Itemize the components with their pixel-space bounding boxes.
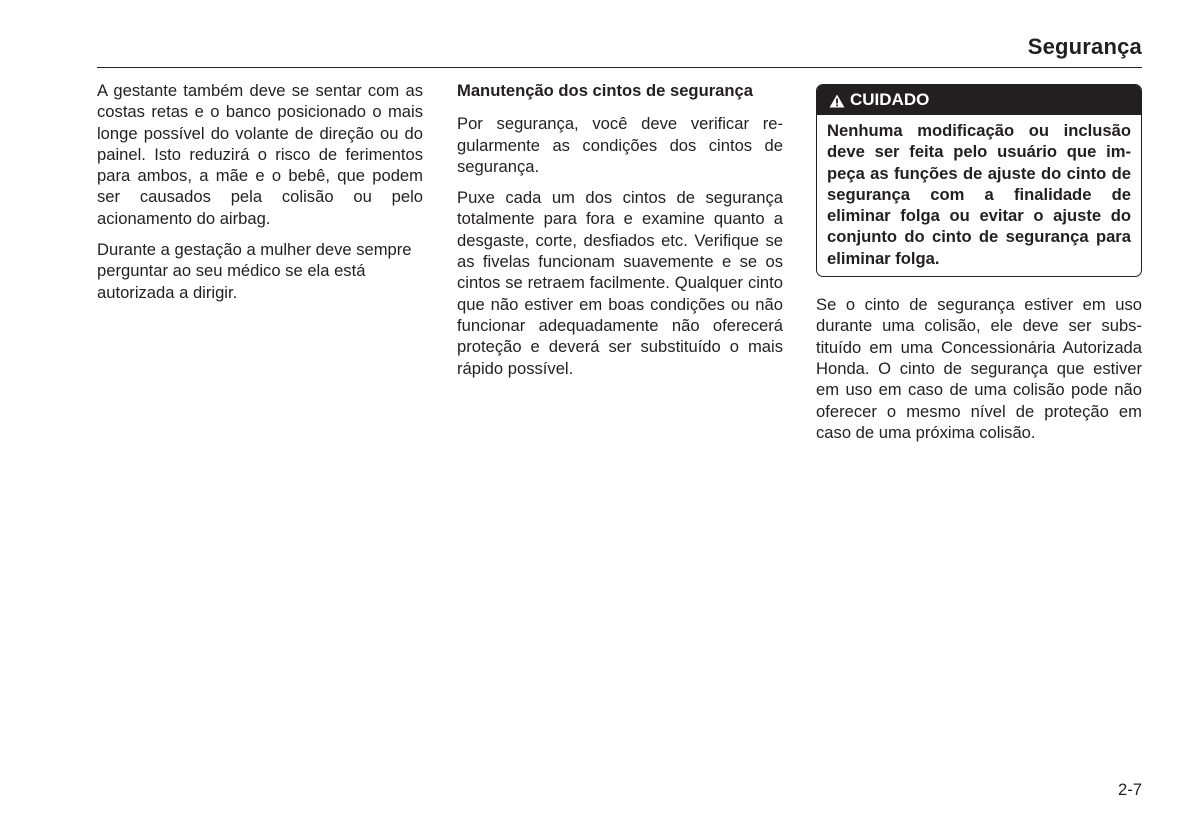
column-1 — [97, 80, 423, 313]
caution-text: Nenhuma modificação ou inclusão deve ser feita pelo usuário que impeça as funções de ajuste do cinto de segurança com a finalidade de eliminar folga ou evitar o ajuste do conjunto do cinto de segurança para eliminar folga. — [827, 121, 1131, 268]
section-title: Segurança — [1027, 34, 1142, 59]
warning-triangle-icon — [829, 93, 845, 107]
heading-belt-maintenance: Manutenção dos cintos de segurança — [457, 81, 753, 100]
header-rule — [97, 67, 1142, 68]
paragraph-check-belts: Por segurança, você deve verificar regularmente as condições dos cintos de segurança. — [457, 114, 783, 176]
column-3 — [816, 80, 1142, 453]
page-number: 2-7 — [1118, 780, 1142, 799]
paragraph-replace-after-collision: Se o cinto de segurança estiver em uso durante uma colisão, ele deve ser substituído em uma Concessionária Autorizada Honda. O cinto de segurança que estiver em uso em caso de uma colisão pode não oferecer o mesmo nível de proteção em caso de uma próxima colisão. — [816, 295, 1142, 442]
paragraph-doctor-advice: Durante a gestação a mulher deve sempre perguntar ao seu médico se ela está autorizada a dirigir. — [97, 240, 412, 302]
paragraph-pregnant-seating: A gestante também deve se sentar com as costas retas e o banco posicionado o mais longe possível do volante de direção ou do painel. Isto reduzirá o risco de ferimentos para ambos, a mãe e o bebê, que podem ser causados pela colisão ou pelo acionamento do airbag. — [97, 81, 423, 228]
paragraph-inspect-belts: Puxe cada um dos cintos de segurança totalmente para fora e examine quanto a desgaste, corte, desfiados etc. Verifique se as fivelas funcionam suavemente e se os cintos se retraem facilmente. Qualquer cinto que não estiver em boas condições ou não funcionar adequadamente não oferecerá proteção e deverá ser substituído o mais rápido possível. — [457, 188, 783, 378]
caution-header — [817, 85, 1141, 115]
column-2 — [457, 80, 783, 389]
caution-box — [816, 84, 1142, 277]
caution-label: CUIDADO — [850, 90, 930, 109]
